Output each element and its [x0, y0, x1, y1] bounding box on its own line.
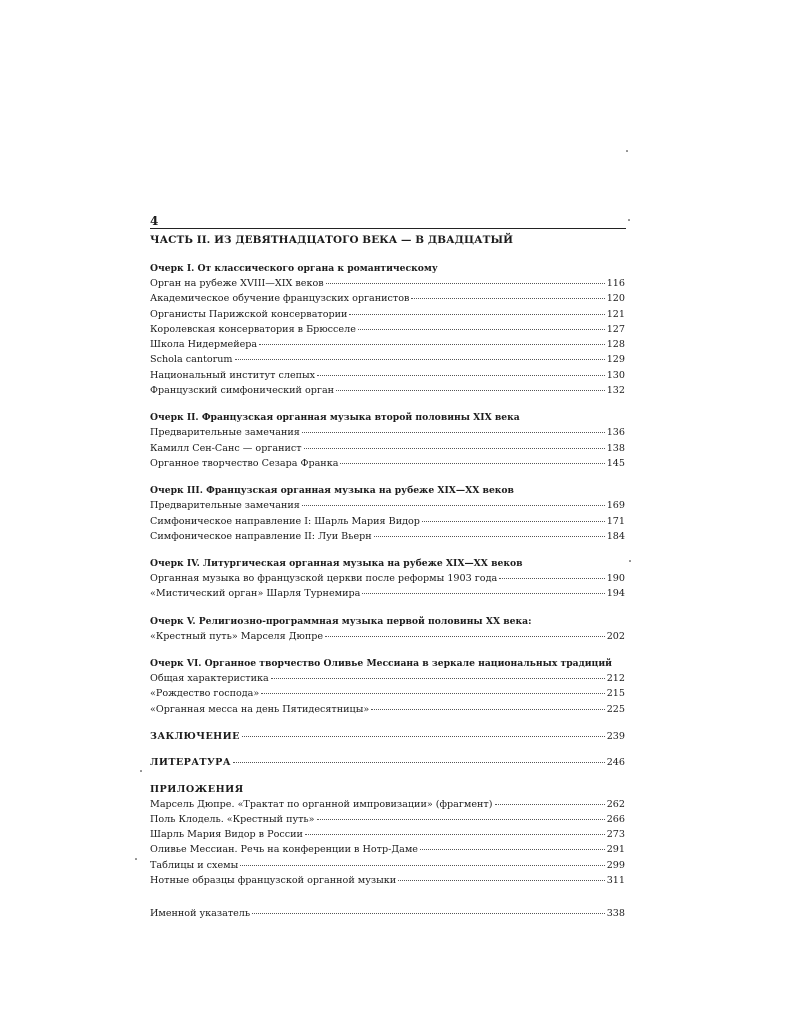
entry-title: Schola cantorum [150, 354, 233, 366]
entry-title: «Органная месса на день Пятидесятницы» [150, 703, 370, 715]
toc-section [150, 410, 625, 471]
toc-section [150, 556, 625, 602]
section-heading[interactable]: Очерк I. От классического органа к романтическому [150, 263, 438, 274]
toc-entry[interactable] [150, 686, 625, 701]
entry-title: Камилл Сен-Санс — органист [150, 442, 302, 454]
entry-title: Французский симфонический орган [150, 385, 335, 397]
dot-leader [398, 880, 605, 881]
dot-leader [326, 283, 605, 284]
entry-title: Шарль Мария Видор в России [150, 829, 303, 841]
toc-entry[interactable] [150, 291, 625, 306]
dot-leader [271, 678, 605, 679]
entry-page: 202 [606, 630, 625, 642]
dot-leader [240, 865, 604, 866]
dot-leader [499, 578, 604, 579]
entry-title: Орган на рубеже XVIII—XIX веков [150, 278, 324, 289]
dot-leader [252, 913, 605, 914]
dot-leader [235, 359, 605, 360]
entry-page: 121 [606, 308, 625, 320]
entry-title: Национальный институт слепых [150, 369, 316, 381]
dot-leader [420, 849, 605, 850]
dot-leader [302, 432, 605, 433]
toc-entry[interactable] [150, 425, 625, 440]
entry-page: 194 [606, 588, 625, 600]
entry-page: 132 [606, 385, 625, 397]
scan-speck [628, 219, 630, 221]
entry-page: 215 [606, 688, 625, 700]
entry-title: Симфоническое направление II: Луи Вьерн [150, 530, 372, 542]
entry-title: Марсель Дюпре. «Трактат по органной импровизации» (фрагмент) [150, 798, 493, 810]
toc-entry-appendix[interactable] [150, 797, 625, 812]
entry-page: 127 [606, 323, 625, 335]
toc-sections [150, 261, 625, 717]
entry-page: 311 [606, 875, 625, 887]
toc-entry-appendix[interactable] [150, 858, 625, 873]
section-heading[interactable]: Очерк IV. Литургическая органная музыка на рубеже XIX—XX веков [150, 558, 523, 570]
entry-page: 120 [606, 293, 625, 305]
entry-title: ЗАКЛЮЧЕНИЕ [150, 730, 240, 742]
entry-title: Именной указатель [150, 908, 251, 920]
dot-leader [336, 390, 605, 391]
dot-leader [411, 298, 604, 299]
section-heading[interactable]: Очерк V. Религиозно-программная музыка первой половины XX века: [150, 615, 532, 627]
dot-leader [371, 709, 604, 710]
entry-page: 128 [606, 339, 625, 351]
toc-entry-index[interactable] [150, 906, 625, 921]
entry-page: 291 [606, 844, 625, 856]
entry-page: 184 [606, 530, 625, 542]
toc-entry[interactable] [150, 702, 625, 717]
dot-leader [325, 636, 605, 637]
toc-entry[interactable] [150, 514, 625, 529]
entry-title: Предварительные замечания [150, 500, 300, 512]
dot-leader [422, 521, 605, 522]
entry-title: Нотные образцы французской органной музыки [150, 875, 397, 887]
entry-page: 116 [606, 278, 625, 289]
entry-page: 338 [606, 908, 625, 920]
dot-leader [374, 536, 605, 537]
toc-entry-literature[interactable] [150, 755, 625, 770]
entry-title: Таблицы и схемы [150, 859, 239, 871]
dot-leader [340, 463, 604, 464]
scan-speck [626, 150, 628, 152]
toc-entry[interactable] [150, 322, 625, 337]
section-heading[interactable]: Очерк II. Французская органная музыка второй половины XIX века [150, 412, 520, 424]
entry-title: «Рождество господа» [150, 688, 260, 700]
dot-leader [233, 762, 605, 763]
dot-leader [304, 448, 605, 449]
toc-entry-appendix[interactable] [150, 827, 625, 842]
section-heading[interactable]: Очерк III. Французская органная музыка на рубеже XIX—XX веков [150, 485, 514, 497]
toc-section [150, 656, 625, 717]
dot-leader [358, 329, 605, 330]
entry-page: 266 [606, 813, 625, 825]
toc-entry[interactable] [150, 383, 625, 398]
toc-entry[interactable] [150, 307, 625, 322]
entry-page: 262 [606, 798, 625, 810]
entry-title: «Крестный путь» Марселя Дюпре [150, 630, 324, 642]
dot-leader [317, 819, 605, 820]
toc-entry[interactable] [150, 337, 625, 352]
entry-page: 138 [606, 442, 625, 454]
dot-leader [305, 834, 605, 835]
toc-entry[interactable] [150, 629, 625, 644]
toc-section [150, 483, 625, 544]
appendices-list [150, 797, 625, 889]
entry-title: Оливье Мессиан. Речь на конференции в Нотр-Даме [150, 844, 418, 856]
entry-page: 273 [606, 829, 625, 841]
toc-entry-conclusion[interactable] [150, 729, 625, 744]
toc-entry[interactable] [150, 352, 625, 367]
entry-page: 190 [606, 573, 625, 585]
header-rule [150, 228, 626, 229]
toc-entry[interactable] [150, 276, 625, 291]
scan-speck [140, 770, 142, 772]
entry-title: Общая характеристика [150, 673, 269, 685]
appendices-heading: ПРИЛОЖЕНИЯ [150, 783, 244, 795]
entry-title: Органная музыка во французской церкви после реформы 1903 года [150, 573, 498, 585]
toc-entry[interactable] [150, 671, 625, 686]
scan-speck [629, 560, 631, 562]
toc-entry[interactable] [150, 586, 625, 601]
toc-section [150, 614, 625, 644]
table-of-contents [150, 234, 625, 922]
dot-leader [242, 736, 605, 737]
toc-entry[interactable] [150, 368, 625, 383]
entry-title: Поль Клодель. «Крестный путь» [150, 813, 315, 825]
entry-page: 129 [606, 354, 625, 366]
entry-page: 246 [606, 757, 625, 769]
dot-leader [302, 505, 605, 506]
page-number: 4 [150, 214, 159, 228]
toc-entry-appendix[interactable] [150, 842, 625, 857]
toc-section [150, 261, 625, 398]
entry-page: 212 [606, 673, 625, 685]
section-heading[interactable]: Очерк VI. Органное творчество Оливье Мессиана в зеркале национальных традиций [150, 658, 612, 670]
entry-page: 225 [606, 703, 625, 715]
dot-leader [495, 804, 605, 805]
entry-title: Органисты Парижской консерватории [150, 308, 348, 320]
entry-title: Симфоническое направление I: Шарль Мария Видор [150, 515, 420, 527]
dot-leader [362, 593, 604, 594]
dot-leader [317, 375, 605, 376]
entry-title: Школа Нидермейера [150, 339, 258, 351]
entry-page: 171 [606, 515, 625, 527]
dot-leader [259, 344, 605, 345]
part-title: ЧАСТЬ II. ИЗ ДЕВЯТНАДЦАТОГО ВЕКА — В ДВАДЦАТЫЙ [150, 234, 514, 246]
entry-page: 239 [606, 730, 625, 742]
entry-title: Органное творчество Сезара Франка [150, 457, 339, 469]
toc-entry-appendix[interactable] [150, 812, 625, 827]
entry-title: «Мистический орган» Шарля Турнемира [150, 588, 361, 600]
entry-title: Академическое обучение французских органистов [150, 293, 410, 305]
entry-page: 136 [606, 427, 625, 439]
dot-leader [261, 693, 604, 694]
toc-entry[interactable] [150, 498, 625, 513]
scan-speck [135, 858, 137, 860]
entry-page: 299 [606, 859, 625, 871]
entry-page: 169 [606, 500, 625, 512]
toc-entry[interactable] [150, 571, 625, 586]
entry-page: 145 [606, 457, 625, 469]
toc-entry-appendix[interactable] [150, 873, 625, 888]
toc-entry[interactable] [150, 529, 625, 544]
dot-leader [349, 314, 604, 315]
entry-title: Королевская консерватория в Брюсселе [150, 323, 356, 335]
entry-title: Предварительные замечания [150, 427, 300, 439]
entry-title: ЛИТЕРАТУРА [150, 757, 231, 769]
toc-entry[interactable] [150, 441, 625, 456]
toc-entry[interactable] [150, 456, 625, 471]
entry-page: 130 [606, 369, 625, 381]
